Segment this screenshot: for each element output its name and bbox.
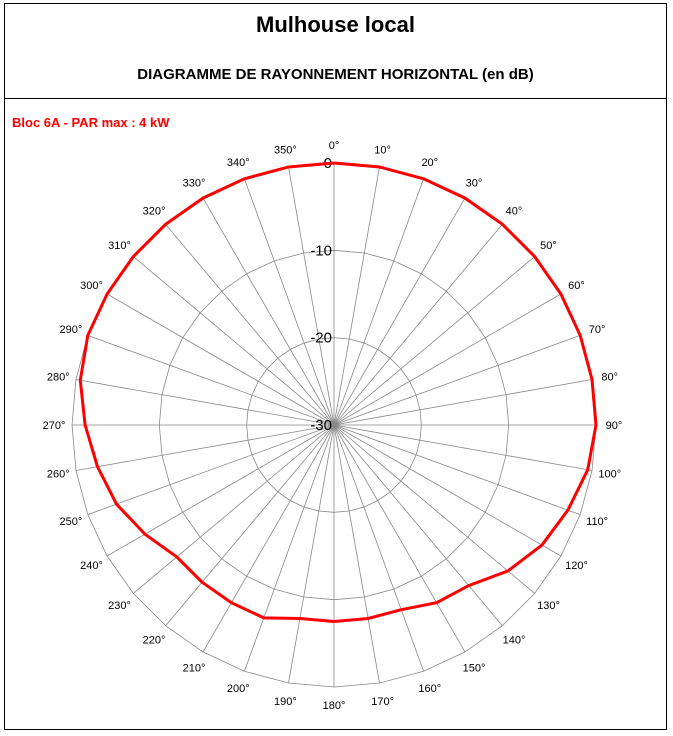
angle-label: 100°: [598, 468, 622, 481]
page-title: Mulhouse local: [256, 12, 415, 37]
bloc-label: Bloc 6A - PAR max : 4 kW: [12, 115, 170, 130]
data-point: [587, 469, 589, 471]
angle-label: 130°: [537, 599, 560, 612]
angle-label: 50°: [540, 240, 557, 253]
grid-spoke: [88, 425, 334, 515]
data-point: [579, 334, 581, 336]
angle-label: 70°: [588, 324, 606, 337]
grid-spoke: [334, 425, 580, 515]
ring-label: -10: [310, 242, 332, 260]
grid-spoke: [334, 257, 535, 425]
grid-spoke: [88, 335, 334, 425]
data-point: [333, 162, 335, 164]
angle-label: 180°: [322, 700, 346, 712]
data-point: [541, 544, 543, 546]
angle-label: 220°: [142, 634, 166, 647]
data-point: [378, 166, 380, 168]
angle-label: 20°: [421, 156, 439, 169]
grid-spoke: [166, 224, 334, 425]
grid-spoke: [334, 425, 535, 593]
data-point: [560, 293, 562, 295]
angle-label: 60°: [568, 280, 585, 292]
angle-label: 260°: [46, 468, 70, 481]
data-point: [144, 533, 146, 535]
angle-label: 0°: [328, 140, 340, 152]
angle-label: 270°: [42, 420, 66, 432]
data-point: [422, 178, 424, 180]
angle-label: 110°: [586, 515, 609, 528]
angle-label: 140°: [502, 634, 526, 647]
data-point: [333, 620, 335, 622]
data-point: [96, 466, 98, 468]
angle-label: 170°: [371, 695, 395, 708]
data-point: [435, 602, 437, 604]
grid-spoke: [244, 179, 334, 425]
data-point: [367, 617, 369, 619]
data-point: [591, 378, 593, 380]
data-point: [299, 617, 301, 619]
data-point: [400, 608, 402, 610]
grid-spoke: [334, 179, 424, 425]
angle-label: 310°: [108, 240, 131, 253]
ring-label: -30: [310, 417, 332, 434]
data-point: [132, 255, 134, 257]
angle-label: 340°: [226, 156, 250, 169]
angle-label: 30°: [465, 177, 483, 190]
angle-label: 320°: [142, 205, 166, 218]
angle-label: 150°: [462, 662, 486, 675]
grid-spoke: [334, 425, 502, 626]
data-point: [176, 556, 178, 558]
angle-label: 210°: [182, 662, 206, 675]
data-point: [164, 223, 166, 225]
data-point: [243, 178, 245, 180]
angle-label: 190°: [273, 695, 297, 708]
angle-label: 40°: [505, 205, 523, 218]
grid-spoke: [133, 425, 334, 593]
data-point: [87, 334, 89, 336]
data-point: [287, 166, 289, 168]
angle-label: 350°: [273, 144, 297, 157]
angle-label: 280°: [46, 371, 70, 384]
grid-spoke: [166, 425, 334, 626]
chart-subtitle: DIAGRAMME DE RAYONNEMENT HORIZONTAL (en dB): [137, 66, 534, 83]
data-point: [464, 197, 466, 199]
data-point: [201, 581, 203, 583]
grid-spoke: [133, 257, 334, 425]
ring-label: 0: [323, 155, 332, 172]
data-point: [84, 424, 86, 426]
grid-spoke: [334, 224, 502, 425]
angle-label: 160°: [418, 683, 442, 696]
data-point: [534, 255, 536, 257]
angle-label: 330°: [182, 177, 206, 190]
data-point: [263, 617, 265, 619]
data-point: [567, 509, 569, 511]
data-point: [202, 197, 204, 199]
grid-spoke: [334, 335, 580, 425]
data-point: [79, 379, 81, 381]
angle-label: 80°: [601, 371, 619, 384]
angle-label: 300°: [80, 280, 103, 292]
data-point: [106, 293, 108, 295]
angle-label: 230°: [108, 599, 131, 612]
ring-label: -20: [310, 329, 332, 347]
grid-spoke: [334, 425, 424, 671]
angle-label: 90°: [605, 420, 623, 432]
data-point: [595, 424, 597, 426]
angle-label: 250°: [59, 515, 83, 528]
angle-label: 290°: [59, 324, 83, 337]
data-point: [507, 570, 509, 572]
angle-label: 10°: [374, 144, 391, 157]
angle-label: 240°: [80, 560, 103, 572]
data-point: [468, 584, 470, 586]
grid-spoke: [244, 425, 334, 671]
data-point: [115, 503, 117, 505]
angle-label: 200°: [226, 683, 250, 696]
angle-label: 120°: [565, 560, 588, 572]
data-point: [501, 223, 503, 225]
data-point: [230, 602, 232, 604]
